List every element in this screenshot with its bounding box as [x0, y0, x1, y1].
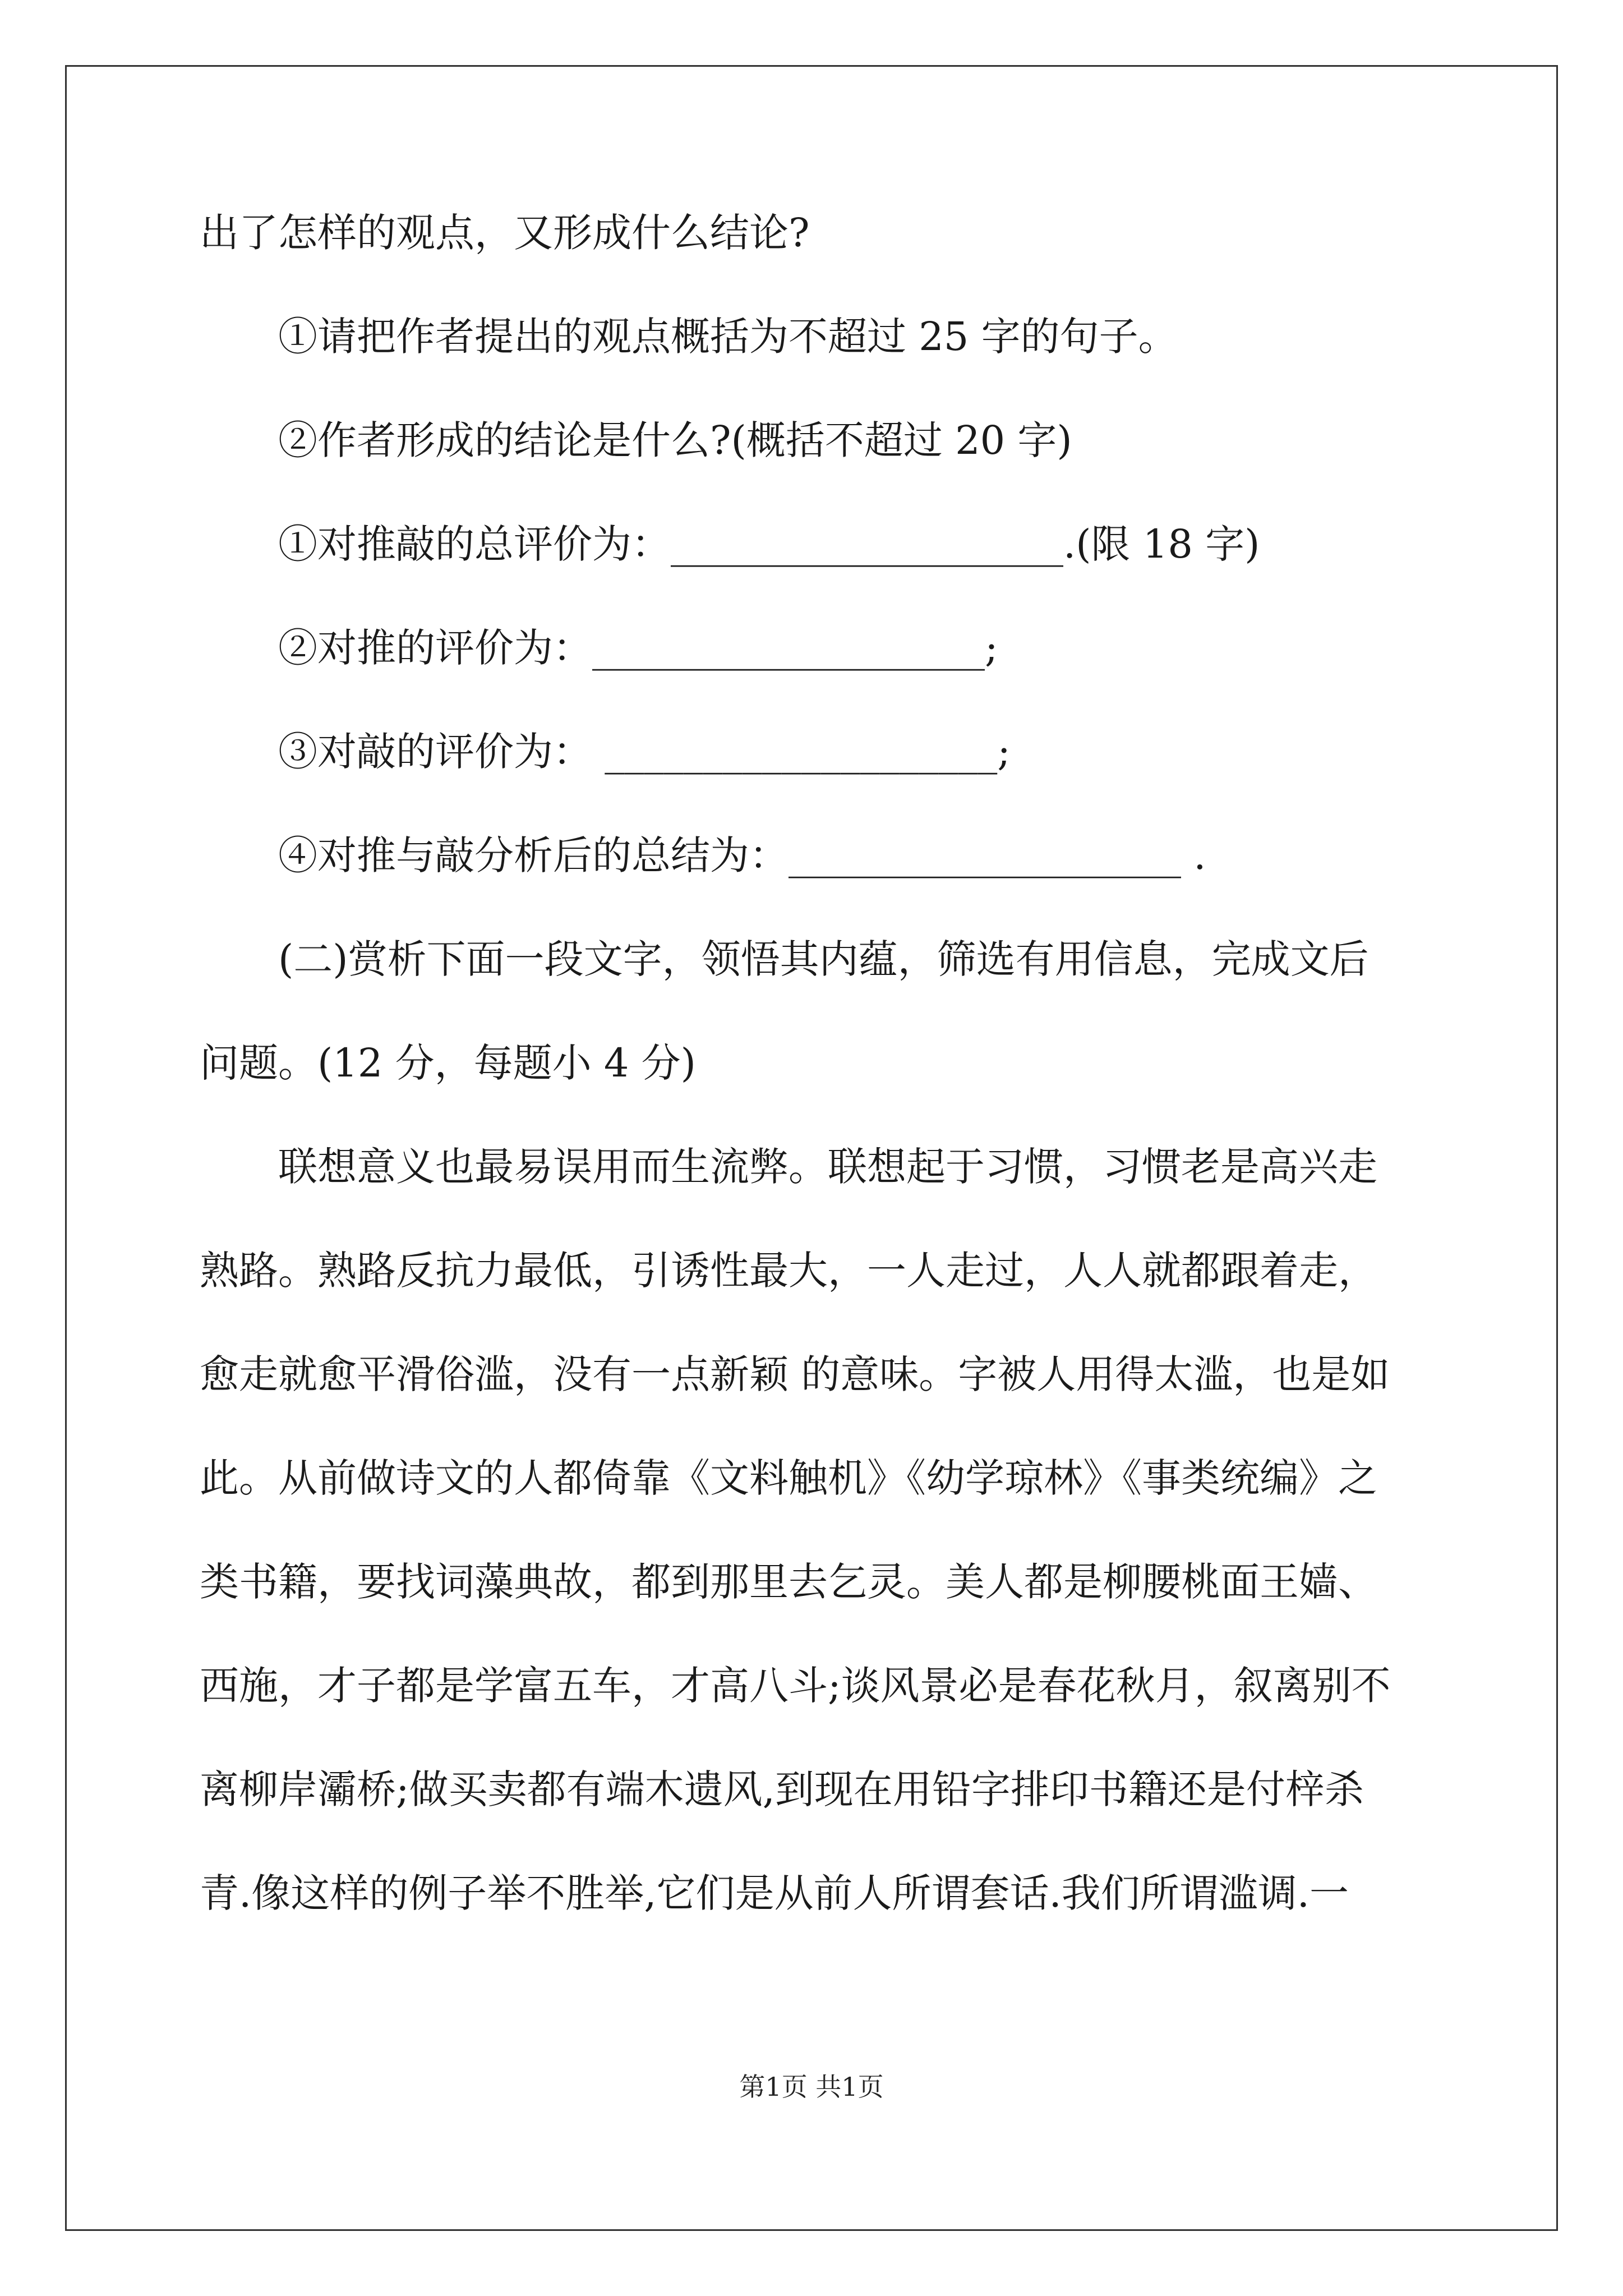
fill-blank-3: ③对敲的评价为： ____________________; — [278, 729, 1011, 775]
text-line-1: 出了怎样的观点，又形成什么结论? — [200, 210, 810, 256]
page-footer: 第1页 共1页 — [739, 2072, 884, 2102]
section-heading: (二)赏析下面一段文字，领悟其内蕴，筛选有用信息，完成文后 — [278, 936, 1369, 982]
paragraph-line-4: 此。从前做诗文的人都倚靠《文料触机》《幼学琼林》《事类统编》之 — [200, 1455, 1377, 1501]
question-1: ①请把作者提出的观点概括为不超过 25 字的句子。 — [278, 314, 1178, 360]
paragraph-line-2: 熟路。熟路反抗力最低，引诱性最大，一人走过，人人就都跟着走， — [200, 1248, 1377, 1294]
paragraph-line-7: 离柳岸灞桥;做买卖都有端木遗风,到现在用铅字排印书籍还是付梓杀 — [200, 1766, 1364, 1812]
section-heading-cont: 问题。(12 分，每题小 4 分) — [200, 1040, 696, 1086]
paragraph-line-8: 青.像这样的例子举不胜举,它们是从前人所谓套话.我们所谓滥调.一 — [200, 1870, 1349, 1916]
question-2: ②作者形成的结论是什么?(概括不超过 20 字) — [278, 417, 1072, 463]
fill-blank-1: ①对推敲的总评价为：____________________.(限 18 字) — [278, 521, 1260, 567]
fill-blank-2: ②对推的评价为：____________________; — [278, 625, 998, 671]
paragraph-line-3: 愈走就愈平滑俗滥，没有一点新颖 的意味。字被人用得太滥，也是如 — [200, 1351, 1390, 1397]
fill-blank-4: ④对推与敲分析后的总结为：____________________ . — [278, 832, 1206, 878]
paragraph-line-6: 西施，才子都是学富五车，才高八斗;谈风景必是春花秋月，叙离别不 — [200, 1663, 1391, 1709]
paragraph-line-5: 类书籍，要找词藻典故，都到那里去乞灵。美人都是柳腰桃面王嫱、 — [200, 1559, 1377, 1605]
paragraph-line-1: 联想意义也最易误用而生流弊。联想起于习惯，习惯老是高兴走 — [278, 1144, 1377, 1190]
